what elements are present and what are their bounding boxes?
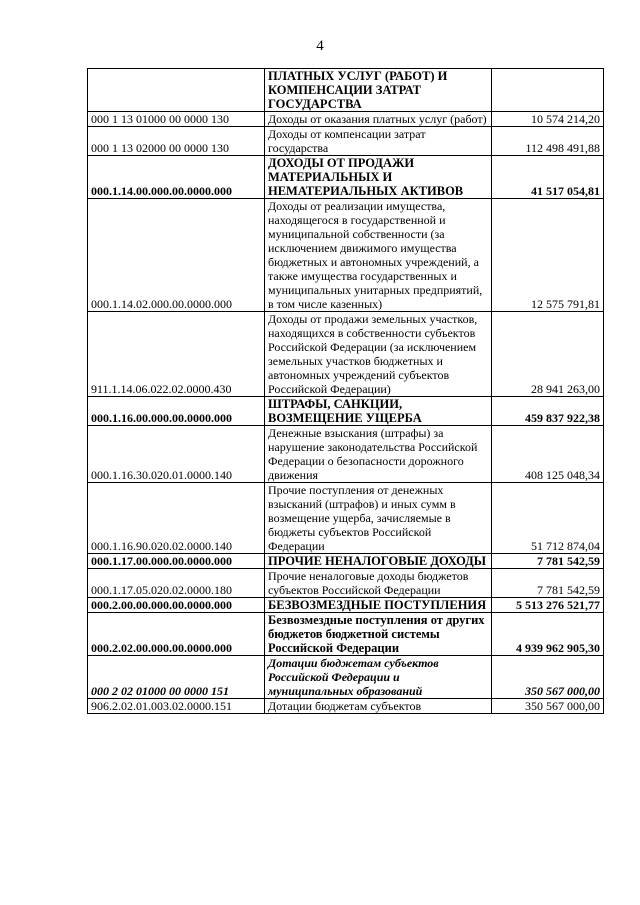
row-code: 000.2.00.00.000.00.0000.000 (88, 598, 265, 613)
row-amount: 408 125 048,34 (492, 426, 604, 483)
row-code: 000 1 13 01000 00 0000 130 (88, 112, 265, 127)
row-amount: 350 567 000,00 (492, 656, 604, 699)
table-row (88, 483, 604, 554)
row-code: 000.1.17.05.020.02.0000.180 (88, 569, 265, 598)
row-name: Доходы от оказания платных услуг (работ) (265, 112, 492, 127)
row-code: 000.1.14.02.000.00.0000.000 (88, 199, 265, 312)
row-name: ПРОЧИЕ НЕНАЛОГОВЫЕ ДОХОДЫ (265, 554, 492, 569)
table-row (88, 127, 604, 156)
page-number: 4 (316, 38, 324, 54)
table-row (88, 156, 604, 199)
row-code: 000.2.02.00.000.00.0000.000 (88, 613, 265, 656)
table-row (88, 598, 604, 613)
row-name: Прочие поступления от денежных взысканий (штрафов) и иных сумм в возмещение ущерба, зачисляемые в бюджеты субъектов Российской Федерации (265, 483, 492, 554)
row-amount: 5 513 276 521,77 (492, 598, 604, 613)
table-row (88, 199, 604, 312)
row-code: 000.1.16.90.020.02.0000.140 (88, 483, 265, 554)
table-row (88, 554, 604, 569)
row-code: 000.1.17.00.000.00.0000.000 (88, 554, 265, 569)
table-row (88, 69, 604, 112)
row-name: ШТРАФЫ, САНКЦИИ, ВОЗМЕЩЕНИЕ УЩЕРБА (265, 397, 492, 426)
row-name: Денежные взыскания (штрафы) за нарушение законодательства Российской Федерации о безопасности дорожного движения (265, 426, 492, 483)
row-amount: 41 517 054,81 (492, 156, 604, 199)
row-code: 000.1.14.00.000.00.0000.000 (88, 156, 265, 199)
row-code: 000.1.16.00.000.00.0000.000 (88, 397, 265, 426)
row-amount (492, 69, 604, 112)
row-amount: 28 941 263,00 (492, 312, 604, 397)
row-name: Доходы от компенсации затрат государства (265, 127, 492, 156)
row-code: 906.2.02.01.003.02.0000.151 (88, 699, 265, 714)
row-name: Доходы от реализации имущества, находящегося в государственной и муниципальной собственности (за исключением движимого имущества бюджетных и автономных учреждений, а также имущества государственных и муниципальных унитарных предприятий, в том числе казенных) (265, 199, 492, 312)
row-code: 000.1.16.30.020.01.0000.140 (88, 426, 265, 483)
row-amount: 12 575 791,81 (492, 199, 604, 312)
table-row (88, 613, 604, 656)
row-name: Дотации бюджетам субъектов (265, 699, 492, 714)
row-name: Доходы от продажи земельных участков, находящихся в собственности субъектов Российской Федерации (за исключением земельных участков бюджетных и автономных учреждений субъектов Российской Федерации) (265, 312, 492, 397)
table-row (88, 656, 604, 699)
row-code: 000 2 02 01000 00 0000 151 (88, 656, 265, 699)
row-code: 911.1.14.06.022.02.0000.430 (88, 312, 265, 397)
row-amount: 10 574 214,20 (492, 112, 604, 127)
row-amount: 7 781 542,59 (492, 554, 604, 569)
row-name: ДОХОДЫ ОТ ПРОДАЖИ МАТЕРИАЛЬНЫХ И НЕМАТЕРИАЛЬНЫХ АКТИВОВ (265, 156, 492, 199)
row-name: Дотации бюджетам субъектов Российской Федерации и муниципальных образований (265, 656, 492, 699)
row-amount: 112 498 491,88 (492, 127, 604, 156)
table-row (88, 426, 604, 483)
table-row (88, 112, 604, 127)
row-amount: 51 712 874,04 (492, 483, 604, 554)
row-name: Прочие неналоговые доходы бюджетов субъектов Российской Федерации (265, 569, 492, 598)
table-row (88, 569, 604, 598)
row-name: БЕЗВОЗМЕЗДНЫЕ ПОСТУПЛЕНИЯ (265, 598, 492, 613)
table-row (88, 699, 604, 714)
row-amount: 350 567 000,00 (492, 699, 604, 714)
table-row (88, 312, 604, 397)
row-amount: 459 837 922,38 (492, 397, 604, 426)
row-code (88, 69, 265, 112)
row-amount: 7 781 542,59 (492, 569, 604, 598)
revenue-table (87, 68, 604, 714)
row-name: Безвозмездные поступления от других бюджетов бюджетной системы Российской Федерации (265, 613, 492, 656)
row-amount: 4 939 962 905,30 (492, 613, 604, 656)
table-row (88, 397, 604, 426)
row-code: 000 1 13 02000 00 0000 130 (88, 127, 265, 156)
row-name: ПЛАТНЫХ УСЛУГ (РАБОТ) И КОМПЕНСАЦИИ ЗАТРАТ ГОСУДАРСТВА (265, 69, 492, 112)
